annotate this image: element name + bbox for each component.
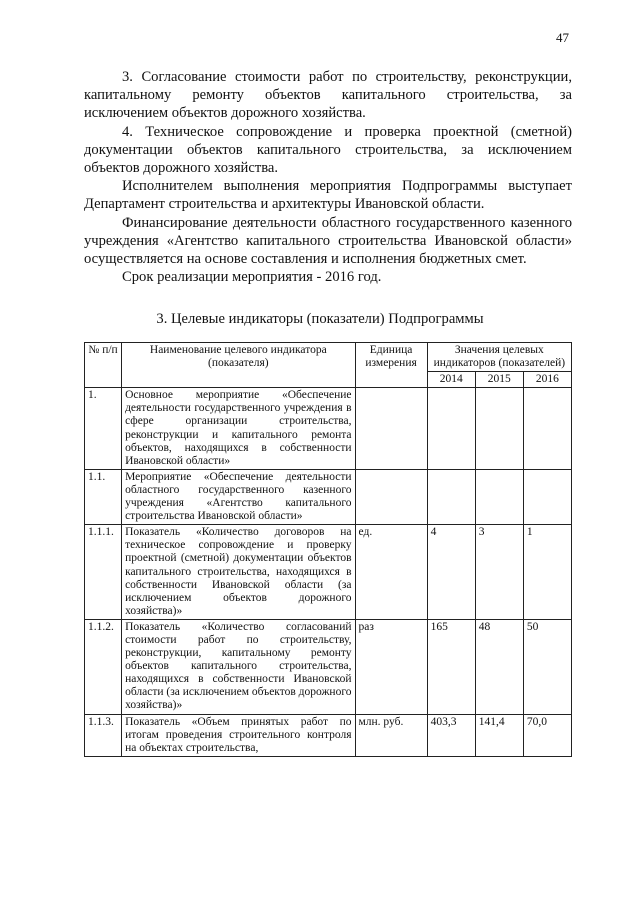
row-unit bbox=[355, 388, 427, 470]
row-value-2014: 403,3 bbox=[427, 714, 475, 756]
row-value-2016 bbox=[523, 469, 571, 524]
row-value-2016: 70,0 bbox=[523, 714, 571, 756]
row-name: Показатель «Количество договоров на техническое сопровождение и проверку проектной (сметной) документации объектов капитального строительства, находящихся в собственности Ивановской области (за исключением объектов дорожного хозяйства)» bbox=[122, 525, 355, 620]
header-year-2016: 2016 bbox=[523, 372, 571, 388]
row-value-2014: 165 bbox=[427, 619, 475, 714]
row-value-2015: 3 bbox=[475, 525, 523, 620]
row-unit: ед. bbox=[355, 525, 427, 620]
header-year-2014: 2014 bbox=[427, 372, 475, 388]
row-value-2016: 1 bbox=[523, 525, 571, 620]
row-value-2015 bbox=[475, 388, 523, 470]
header-name: Наименование целевого индикатора (показателя) bbox=[122, 343, 355, 388]
row-unit: раз bbox=[355, 619, 427, 714]
table-row bbox=[85, 714, 572, 756]
row-value-2014 bbox=[427, 469, 475, 524]
page-number: 47 bbox=[556, 30, 569, 45]
row-name: Мероприятие «Обеспечение деятельности областного государственного казенного учреждения «Агентство капитального строительства Ивановской области» bbox=[122, 469, 355, 524]
row-number: 1.1.3. bbox=[85, 714, 122, 756]
row-number: 1.1. bbox=[85, 469, 122, 524]
header-unit: Единица измерения bbox=[355, 343, 427, 388]
row-value-2015: 48 bbox=[475, 619, 523, 714]
table-row bbox=[85, 525, 572, 620]
row-number: 1.1.2. bbox=[85, 619, 122, 714]
body-text bbox=[84, 68, 572, 286]
section-title: 3. Целевые индикаторы (показатели) Подпрограммы bbox=[156, 311, 484, 327]
table-header-row bbox=[85, 343, 572, 372]
header-year-2015: 2015 bbox=[475, 372, 523, 388]
row-value-2016 bbox=[523, 388, 571, 470]
paragraph: Финансирование деятельности областного государственного казенного учреждения «Агентство капитального строительства Ивановской области» осуществляется на основе составления и исполнения бюджетных смет. bbox=[84, 214, 572, 268]
row-value-2015 bbox=[475, 469, 523, 524]
row-name: Основное мероприятие «Обеспечение деятельности государственного учреждения в сфере организации строительства, реконструкции и капитального ремонта объектов, находящихся в собственности Ивановской области» bbox=[122, 388, 355, 470]
row-value-2014 bbox=[427, 388, 475, 470]
indicators-table bbox=[84, 342, 572, 757]
row-number: 1. bbox=[85, 388, 122, 470]
row-value-2015: 141,4 bbox=[475, 714, 523, 756]
table-row bbox=[85, 619, 572, 714]
row-value-2016: 50 bbox=[523, 619, 571, 714]
row-unit: млн. руб. bbox=[355, 714, 427, 756]
table-row bbox=[85, 388, 572, 470]
row-value-2014: 4 bbox=[427, 525, 475, 620]
header-number: № п/п bbox=[85, 343, 122, 388]
header-values: Значения целевых индикаторов (показателей) bbox=[427, 343, 571, 372]
row-name: Показатель «Объем принятых работ по итогам проведения строительного контроля на объектах строительства, bbox=[122, 714, 355, 756]
paragraph: 4. Техническое сопровождение и проверка проектной (сметной) документации объектов капитального строительства, за исключением объектов дорожного хозяйства. bbox=[84, 123, 572, 177]
row-number: 1.1.1. bbox=[85, 525, 122, 620]
row-unit bbox=[355, 469, 427, 524]
paragraph: Исполнителем выполнения мероприятия Подпрограммы выступает Департамент строительства и архитектуры Ивановской области. bbox=[84, 178, 572, 213]
table-row bbox=[85, 469, 572, 524]
row-name: Показатель «Количество согласований стоимости работ по строительству, реконструкции, капитальному ремонту объектов капитального строительства, находящихся в собственности Ивановской области (за исключением объектов дорожного хозяйства)» bbox=[122, 619, 355, 714]
paragraph: Срок реализации мероприятия - 2016 год. bbox=[122, 269, 382, 286]
paragraph: 3. Согласование стоимости работ по строительству, реконструкции, капитальному ремонту объектов капитального строительства, за исключением объектов дорожного хозяйства. bbox=[84, 69, 572, 122]
